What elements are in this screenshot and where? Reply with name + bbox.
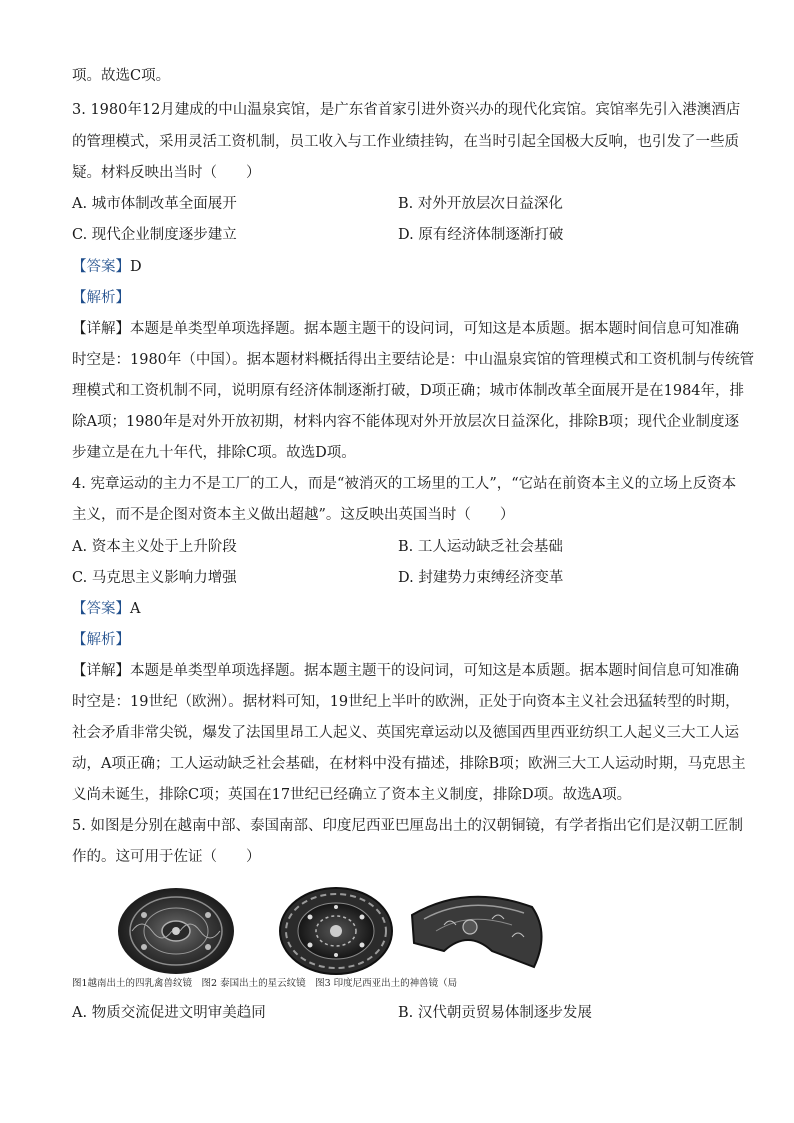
mirror-2-image (280, 888, 392, 974)
detail-text: 本题是单类型单项选择题。据本题主题干的设问词，可知这是本质题。据本题时间信息可知准确 (130, 321, 739, 337)
q3-option-a: A. 城市体制改革全面展开 (72, 196, 237, 212)
q3-detail-line-2: 时空是：1980年（中国）。据本题材料概括得出主要结论是：中山温泉宾馆的管理模式和工资机制与传统管 (72, 352, 755, 368)
q4-stem-line-1: 4. 宪章运动的主力不是工厂的工人，而是“被消灭的工场里的工人”，“它站在前资本主义的立场上反资本 (72, 476, 737, 492)
q4-option-c: C. 马克思主义影响力增强 (72, 570, 237, 586)
q3-option-c: C. 现代企业制度逐步建立 (72, 227, 237, 243)
previous-answer-end: 项。故选C项。 (72, 68, 171, 84)
q4-detail-line-5: 义尚未诞生，排除C项；英国在17世纪已经确立了资本主义制度，排除D项。故选A项。 (72, 787, 632, 803)
mirror-1-image (118, 888, 234, 974)
answer-tag: 【答案】 (72, 601, 130, 617)
q3-detail-line-3: 理模式和工资机制不同，说明原有经济体制逐渐打破，D项正确；城市体制改革全面展开是在1984年，排 (72, 383, 745, 399)
answer-tag: 【答案】 (72, 259, 130, 275)
q4-detail-line-4: 动，A项正确；工人运动缺乏社会基础，在材料中没有描述，排除B项；欧洲三大工人运动时期，马克思主 (72, 756, 746, 772)
answer-value: A (130, 601, 141, 617)
detail-tag: 【详解】 (72, 663, 130, 679)
q4-detail-line-1 (72, 661, 739, 681)
q3-option-d: D. 原有经济体制逐渐打破 (398, 227, 564, 243)
q5-option-b: B. 汉代朝贡贸易体制逐步发展 (398, 1005, 592, 1021)
q4-answer (72, 599, 140, 619)
mirror-3-image (412, 897, 542, 967)
answer-value: D (130, 259, 142, 275)
q4-stem-line-2: 主义，而不是企图对资本主义做出超越”。这反映出英国当时（ ） (72, 507, 515, 523)
detail-tag: 【详解】 (72, 321, 130, 337)
q5-option-a: A. 物质交流促进文明审美趋同 (72, 1005, 266, 1021)
q3-stem-line-2: 的管理模式，采用灵活工资机制，员工收入与工作业绩挂钩，在当时引起全国极大反响，也引发了一些质 (72, 134, 739, 150)
q5-stem-line-2: 作的。这可用于佐证（ ） (72, 849, 261, 865)
figure-caption: 图1越南出土的四乳禽兽纹镜 图2 泰国出土的星云纹镜 图3 印度尼西亚出土的神兽镜（局 (72, 978, 458, 989)
q4-option-d: D. 封建势力束缚经济变革 (398, 570, 564, 586)
q3-detail-line-4: 除A项；1980年是对外开放初期，材料内容不能体现对外开放层次日益深化，排除B项；现代企业制度逐 (72, 414, 740, 430)
q3-analysis-tag: 【解析】 (72, 290, 130, 306)
q3-option-b: B. 对外开放层次日益深化 (398, 196, 563, 212)
q4-detail-line-2: 时空是：19世纪（欧洲）。据材料可知，19世纪上半叶的欧洲，正处于向资本主义社会迅猛转型的时期， (72, 694, 740, 710)
q3-stem-line-1: 3. 1980年12月建成的中山温泉宾馆，是广东省首家引进外资兴办的现代化宾馆。宾馆率先引入港澳酒店 (72, 102, 741, 118)
q4-analysis-tag: 【解析】 (72, 632, 130, 648)
q4-option-a: A. 资本主义处于上升阶段 (72, 539, 237, 555)
q3-stem-line-3: 疑。材料反映出当时（ ） (72, 165, 261, 181)
q3-answer (72, 257, 142, 277)
detail-text: 本题是单类型单项选择题。据本题主题干的设问词，可知这是本质题。据本题时间信息可知准确 (130, 663, 739, 679)
q3-detail-line-1 (72, 319, 739, 339)
q4-option-b: B. 工人运动缺乏社会基础 (398, 539, 563, 555)
q4-detail-line-3: 社会矛盾非常尖锐，爆发了法国里昂工人起义、英国宪章运动以及德国西里西亚纺织工人起义三大工人运 (72, 725, 739, 741)
q5-stem-line-1: 5. 如图是分别在越南中部、泰国南部、印度尼西亚巴厘岛出土的汉朝铜镜，有学者指出它们是汉朝工匠制 (72, 818, 743, 834)
q3-detail-line-5: 步建立是在九十年代，排除C项。故选D项。 (72, 445, 356, 461)
